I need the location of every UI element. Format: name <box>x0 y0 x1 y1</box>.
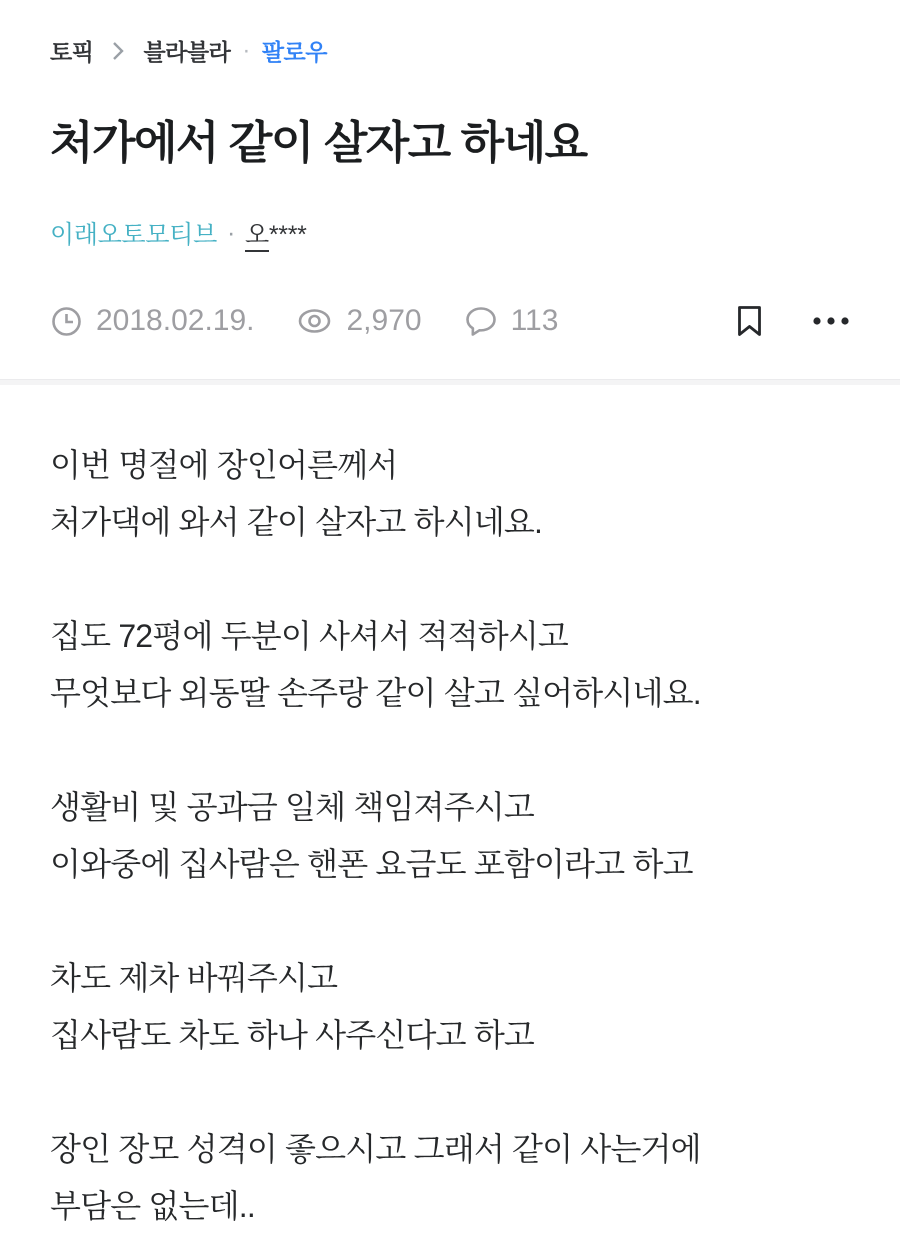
company-link[interactable]: 이래오토모티브 <box>50 221 217 249</box>
more-ellipsis-icon[interactable] <box>812 316 850 326</box>
post-paragraph <box>50 437 850 551</box>
meta-actions <box>735 304 850 338</box>
date-group <box>50 304 254 338</box>
bookmark-icon[interactable] <box>735 304 764 338</box>
post-paragraph <box>50 950 850 1064</box>
post-body <box>50 437 850 1235</box>
username <box>245 215 307 251</box>
chevron-right-icon <box>109 40 127 62</box>
post-title: 처가에서 같이 살자고 하네요 <box>50 117 587 168</box>
post-paragraph <box>50 1121 850 1235</box>
author-separator: · <box>226 218 235 247</box>
post-text-line: 처가댁에 와서 같이 살자고 하시네요. <box>50 504 543 540</box>
breadcrumb-topic[interactable]: 토픽 <box>50 39 94 65</box>
post-text-line: 생활비 및 공과금 일체 책임져주시고 <box>50 789 535 825</box>
post-paragraph <box>50 608 850 722</box>
comment-bubble-icon <box>464 305 498 337</box>
comments-group <box>464 304 559 338</box>
comment-count: 113 <box>510 304 559 337</box>
post-text-line: 부담은 없는데.. <box>50 1188 255 1224</box>
breadcrumb-separator: · <box>242 36 250 64</box>
eye-icon <box>296 307 333 335</box>
view-count: 2,970 <box>346 304 422 337</box>
post-date: 2018.02.19. <box>96 304 255 337</box>
clock-icon <box>50 305 83 338</box>
post-paragraph <box>50 779 850 893</box>
author-row <box>50 217 850 249</box>
post-text-line: 집사람도 차도 하나 사주신다고 하고 <box>50 1017 535 1053</box>
meta-row <box>50 301 850 341</box>
views-group <box>296 304 421 338</box>
breadcrumb-board[interactable]: 블라블라 <box>143 39 231 65</box>
post-text-line: 차도 제차 바꿔주시고 <box>50 960 338 996</box>
breadcrumb <box>50 34 850 67</box>
post-text-line: 이번 명절에 장인어른께서 <box>50 447 398 483</box>
follow-button[interactable]: 팔로우 <box>261 39 327 65</box>
post-text-line: 장인 장모 성격이 좋으시고 그래서 같이 사는거에 <box>50 1131 701 1167</box>
section-divider <box>0 379 900 385</box>
post-text-line: 이와중에 집사람은 핸폰 요금도 포함이라고 하고 <box>50 846 693 882</box>
post-page <box>0 34 900 1235</box>
username-first-char: 오 <box>245 221 269 252</box>
username-masked: **** <box>268 221 307 249</box>
post-text-line: 집도 72평에 두분이 사셔서 적적하시고 <box>50 618 569 654</box>
post-text-line: 무엇보다 외동딸 손주랑 같이 살고 싶어하시네요. <box>50 675 701 711</box>
